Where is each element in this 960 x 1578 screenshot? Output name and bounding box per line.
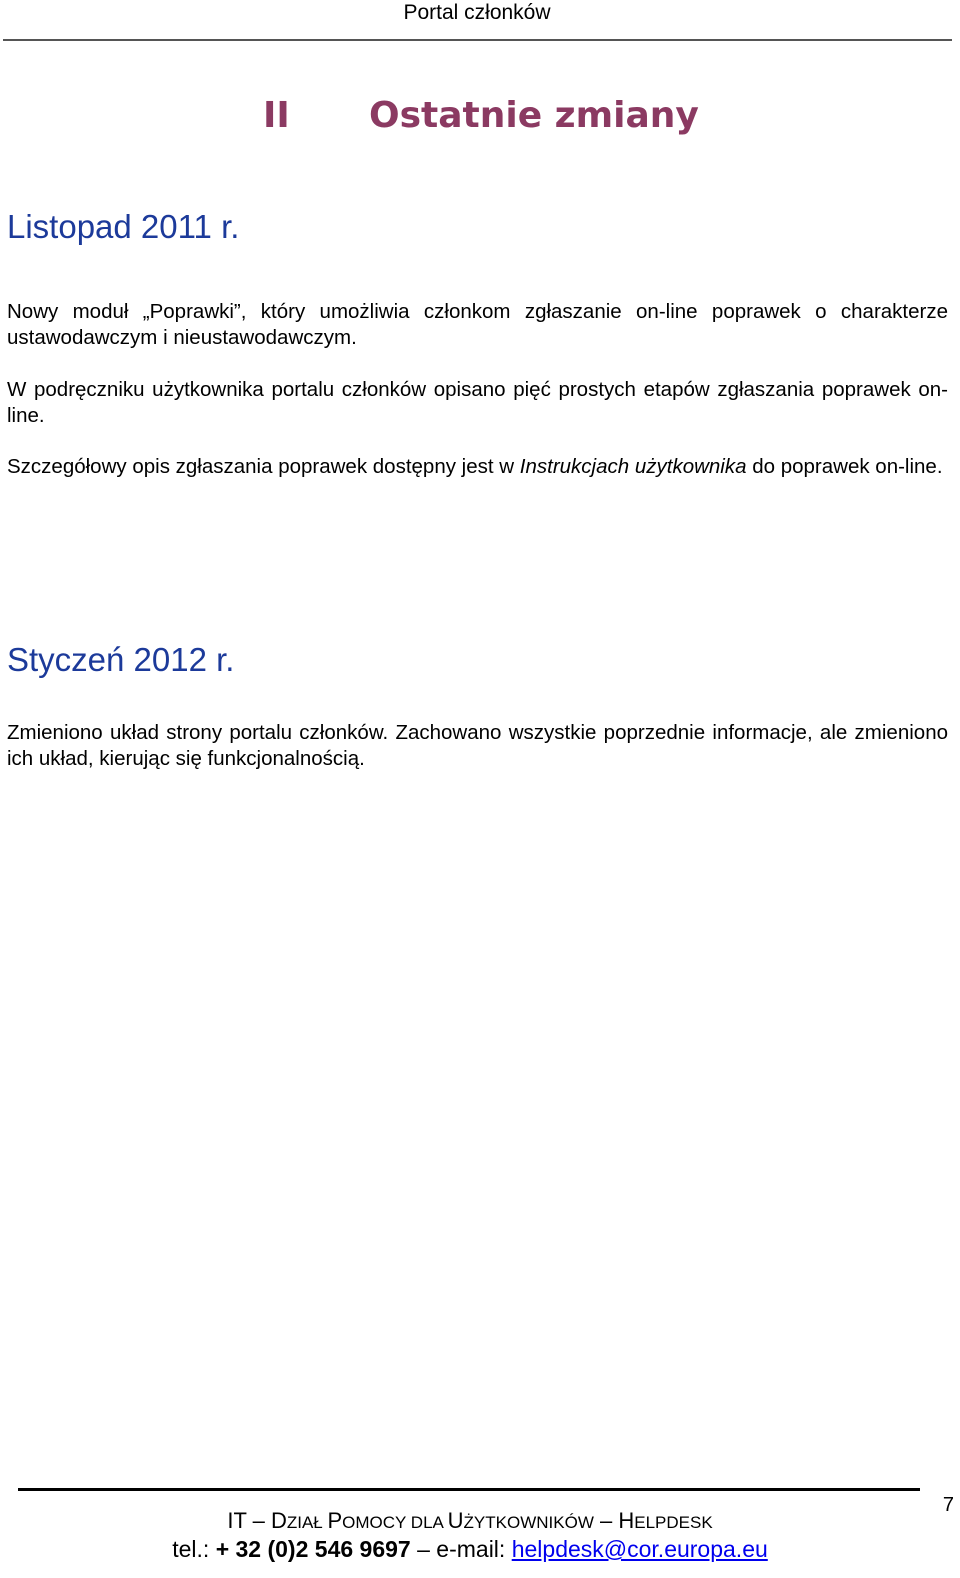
section-heading-january-2012: Styczeń 2012 r. <box>7 641 235 678</box>
footer-divider <box>18 1488 920 1491</box>
footer-dept-dzial: ZIAŁ <box>286 1513 328 1532</box>
footer-email-link[interactable]: helpdesk@cor.europa.eu <box>511 1536 768 1562</box>
chapter-number: II <box>263 95 290 136</box>
footer-dept-d: D <box>270 1508 287 1533</box>
footer-dept-p: P <box>327 1508 343 1533</box>
section-heading-november-2011: Listopad 2011 r. <box>7 208 240 245</box>
paragraph-layout-change: Zmieniono układ strony portalu członków. Zachowano wszystkie poprzednie informacje, ale zmieniono ich układ, kierując się funkcjonalnością. <box>7 721 948 770</box>
footer-department <box>0 1507 940 1537</box>
footer-dept-dash-2: – <box>593 1508 619 1533</box>
footer-dept-it: IT <box>227 1508 247 1533</box>
footer-dept-dash: – <box>246 1508 271 1533</box>
footer-tel-label: tel.: <box>172 1536 216 1562</box>
footer-dept-h: H <box>618 1508 635 1533</box>
paragraph-amendments-module: Nowy moduł „Poprawki”, który umożliwia członkom zgłaszanie on-line poprawek o charakterze ustawodawczym i nieustawodawczym. <box>7 300 948 349</box>
instructions-emphasis: Instrukcjach użytkownika <box>519 455 747 478</box>
paragraph-detailed-description-start: Szczegółowy opis zgłaszania poprawek dostępny jest w <box>7 455 520 478</box>
chapter-title <box>0 92 960 142</box>
footer-dept-uzytkownikow: ŻYTKOWNIKÓW <box>463 1513 594 1532</box>
paragraph-detailed-description-end: do poprawek on-line. <box>746 455 943 478</box>
footer-email-label: – e-mail: <box>410 1536 512 1562</box>
footer-dept-u: U <box>447 1508 464 1533</box>
footer-phone-number: + 32 (0)2 546 9697 <box>215 1536 411 1562</box>
running-header <box>0 0 954 40</box>
footer-dept-helpdesk: ELPDESK <box>634 1513 713 1532</box>
footer-dept-pomocy: OMOCY DLA <box>342 1513 448 1532</box>
chapter-name: Ostatnie zmiany <box>369 95 699 136</box>
footer-contact <box>0 1535 940 1563</box>
paragraph-detailed-description <box>7 454 948 480</box>
page-number: 7 <box>942 1494 954 1516</box>
paragraph-user-manual: W podręczniku użytkownika portalu członków opisano pięć prostych etapów zgłaszania poprawek on-line. <box>7 378 948 427</box>
running-header-title: Portal członków <box>403 1 551 24</box>
header-divider <box>3 39 952 41</box>
